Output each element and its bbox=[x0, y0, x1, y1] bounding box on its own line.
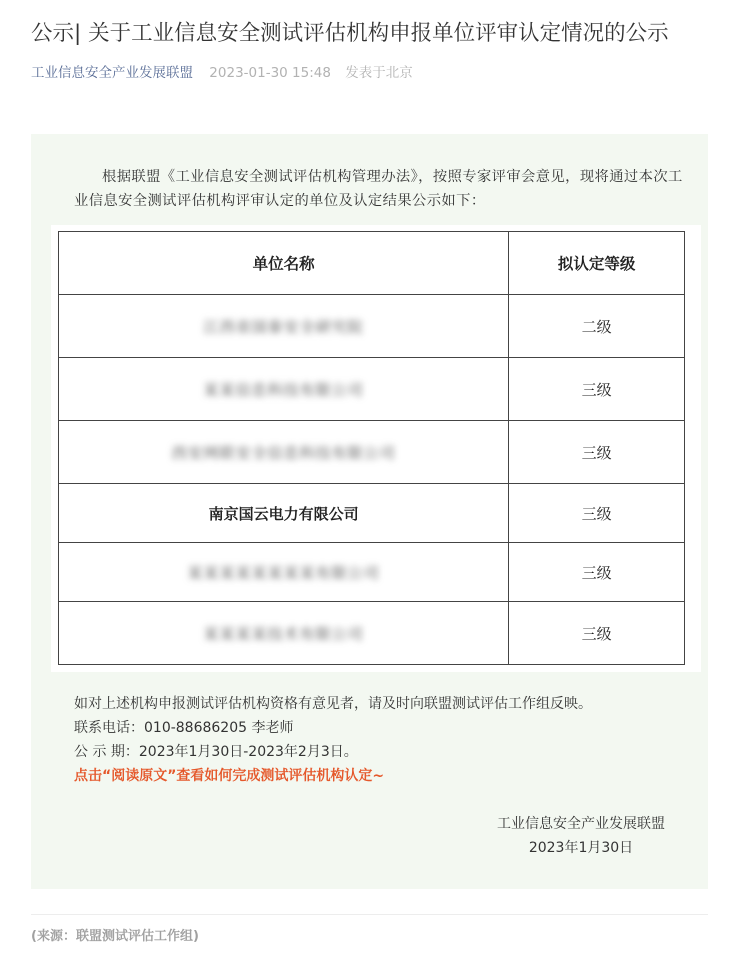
level-cell: 三级 bbox=[509, 358, 685, 421]
level-cell: 三级 bbox=[509, 421, 685, 484]
article-title: 公示| 关于工业信息安全测试评估机构申报单位评审认定情况的公示 bbox=[31, 21, 669, 46]
contact-line: 联系电话：010-88686205 李老师 bbox=[74, 720, 294, 736]
unit-name-cell bbox=[59, 295, 509, 358]
intro-paragraph: 根据联盟《工业信息安全测试评估机构管理办法》，按照专家评审会意见，现将通过本次工业信息安全测试评估机构评审认定的单位及认定结果公示如下： bbox=[74, 169, 683, 209]
article-meta bbox=[31, 63, 413, 83]
level-cell: 二级 bbox=[509, 295, 685, 358]
account-name-link[interactable]: 工业信息安全产业发展联盟 bbox=[31, 65, 193, 81]
header-unit-name: 单位名称 bbox=[59, 232, 509, 295]
unit-name: 南京国云电力有限公司 bbox=[208, 504, 359, 523]
signature-org: 工业信息安全产业发展联盟 bbox=[497, 816, 665, 832]
publish-time: 2023-01-30 15:48 bbox=[209, 65, 331, 81]
unit-name-cell bbox=[59, 602, 509, 665]
table-card bbox=[51, 225, 701, 672]
read-original-link[interactable]: 点击“阅读原文”查看如何完成测试评估机构认定~ bbox=[74, 768, 385, 784]
table-row bbox=[59, 543, 685, 602]
notice-block bbox=[74, 692, 714, 788]
table-header-row bbox=[59, 232, 685, 295]
objection-line: 如对上述机构申报测试评估机构资格有意见者，请及时向联盟测试评估工作组反映。 bbox=[74, 696, 592, 712]
table-row bbox=[59, 421, 685, 484]
unit-name-cell bbox=[59, 484, 509, 543]
redacted-unit-name: 某某信息科技有限公司 bbox=[203, 380, 364, 399]
level-cell: 三级 bbox=[509, 543, 685, 602]
table-row bbox=[59, 484, 685, 543]
redacted-unit-name: 西安网联安全信息科技有限公司 bbox=[171, 443, 396, 462]
unit-name-cell bbox=[59, 543, 509, 602]
redacted-unit-name: 某某某某某某某某有限公司 bbox=[187, 563, 380, 582]
unit-name-cell bbox=[59, 358, 509, 421]
table-row bbox=[59, 358, 685, 421]
header-level: 拟认定等级 bbox=[509, 232, 685, 295]
accreditation-table bbox=[58, 231, 685, 665]
level-cell: 三级 bbox=[509, 602, 685, 665]
unit-name-cell bbox=[59, 421, 509, 484]
level-cell: 三级 bbox=[509, 484, 685, 543]
redacted-unit-name: 某某某某技术有限公司 bbox=[203, 624, 364, 643]
table-row bbox=[59, 602, 685, 665]
signature-block bbox=[471, 812, 691, 860]
signature-date: 2023年1月30日 bbox=[528, 840, 634, 856]
source-note: (来源：联盟测试评估工作组) bbox=[31, 929, 199, 944]
announcement-panel bbox=[31, 134, 708, 889]
notice-period-line: 公 示 期：2023年1月30日-2023年2月3日。 bbox=[74, 744, 358, 760]
divider bbox=[31, 914, 708, 915]
table-row bbox=[59, 295, 685, 358]
redacted-unit-name: 江西省国泰安全研究院 bbox=[203, 317, 364, 336]
publish-location: 发表于北京 bbox=[345, 65, 413, 81]
